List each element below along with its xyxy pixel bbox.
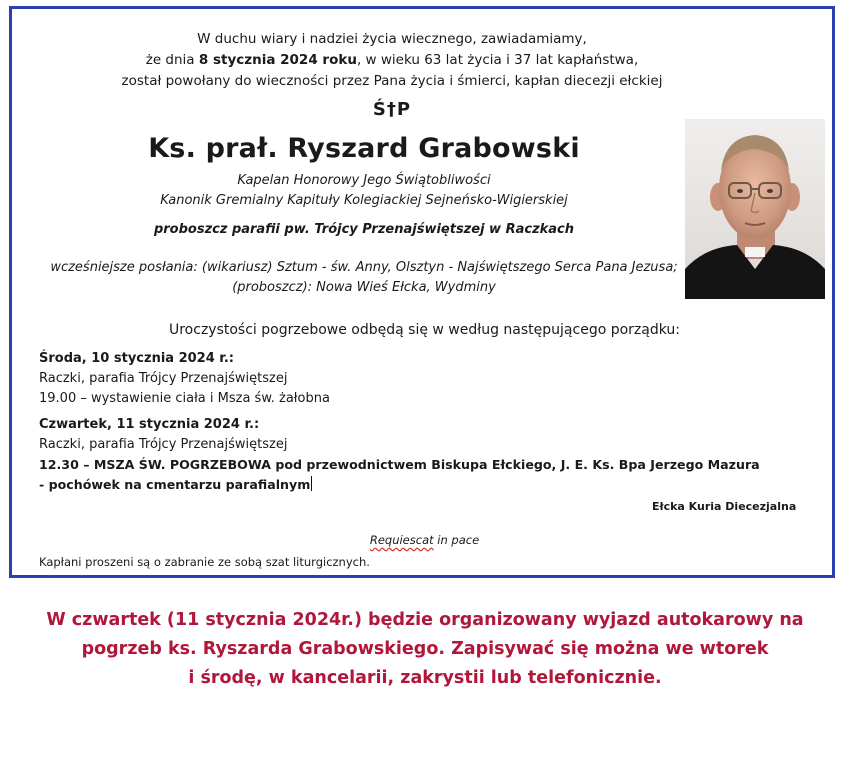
burial-text: - pochówek na cmentarzu parafialnym: [39, 477, 311, 492]
title-chaplain: Kapelan Honorowy Jego Świątobliwości: [237, 173, 491, 188]
previous-postings-1: wcześniejsze posłania: (wikariusz) Sztum - św. Anny, Olsztyn - Najświętszego Serca Pana Jezusa;: [50, 260, 678, 275]
requiescat-rest: in pace: [433, 533, 480, 547]
footnote: Kapłani proszeni są o zabranie ze sobą szat liturgicznych.: [39, 555, 370, 569]
intro-line-3: został powołany do wieczności przez Pana życia i śmierci, kapłan diecezji ełckiej: [121, 73, 663, 89]
schedule-day-1: [39, 349, 330, 409]
signature: Ełcka Kuria Diecezjalna: [652, 500, 797, 513]
deceased-name: Ks. prał. Ryszard Grabowski: [148, 133, 580, 164]
portrait-illustration: [685, 119, 825, 299]
schedule-day-2-burial: [39, 475, 760, 495]
schedule-day-2: [39, 415, 760, 495]
parish-role: proboszcz parafii pw. Trójcy Przenajświętszej w Raczkach: [153, 222, 575, 237]
death-date: 8 stycznia 2024 roku: [198, 52, 357, 68]
schedule-day-1-date: Środa, 10 stycznia 2024 r.:: [39, 351, 234, 366]
intro-line-1: W duchu wiary i nadziei życia wiecznego, zawiadamiamy,: [197, 31, 587, 47]
portrait-photo: [685, 119, 825, 299]
obituary-notice: [9, 6, 835, 578]
schedule-day-2-mass: 12.30 – MSZA ŚW. POGRZEBOWA pod przewodnictwem Biskupa Ełckiego, J. E. Ks. Bpa Jerzego Mazura: [39, 457, 760, 472]
schedule-day-1-place: Raczki, parafia Trójcy Przenajświętszej: [39, 371, 288, 386]
intro-line-2: [12, 50, 772, 71]
ceremonies-intro: Uroczystości pogrzebowe odbędą się w według następującego porządku:: [168, 322, 681, 338]
announcement-line-1: W czwartek (11 stycznia 2024r.) będzie organizowany wyjazd autokarowy na: [46, 610, 804, 630]
schedule-day-1-detail: 19.00 – wystawienie ciała i Msza św. żałobna: [39, 391, 330, 406]
announcement-line-2: pogrzeb ks. Ryszarda Grabowskiego. Zapisywać się można we wtorek: [81, 639, 769, 659]
schedule-day-2-place: Raczki, parafia Trójcy Przenajświętszej: [39, 437, 288, 452]
text-cursor: [311, 476, 312, 491]
requiescat-word: Requiescat: [369, 533, 434, 547]
intro-line-2-prefix: że dnia: [145, 52, 199, 68]
schedule-day-2-date: Czwartek, 11 stycznia 2024 r.:: [39, 417, 260, 432]
title-canon: Kanonik Gremialny Kapituły Kolegiackiej Sejneńsko-Wigierskiej: [160, 193, 568, 208]
rip-mark: Ś†P: [372, 99, 412, 120]
intro-line-2-suffix: , w wieku 63 lat życia i 37 lat kapłaństwa,: [356, 52, 639, 68]
announcement-line-3: i środę, w kancelarii, zakrystii lub telefonicznie.: [188, 668, 662, 688]
bus-trip-announcement: [0, 606, 850, 693]
requiescat: [12, 533, 837, 547]
previous-postings-2: (proboszcz): Nowa Wieś Ełcka, Wydminy: [232, 280, 496, 295]
